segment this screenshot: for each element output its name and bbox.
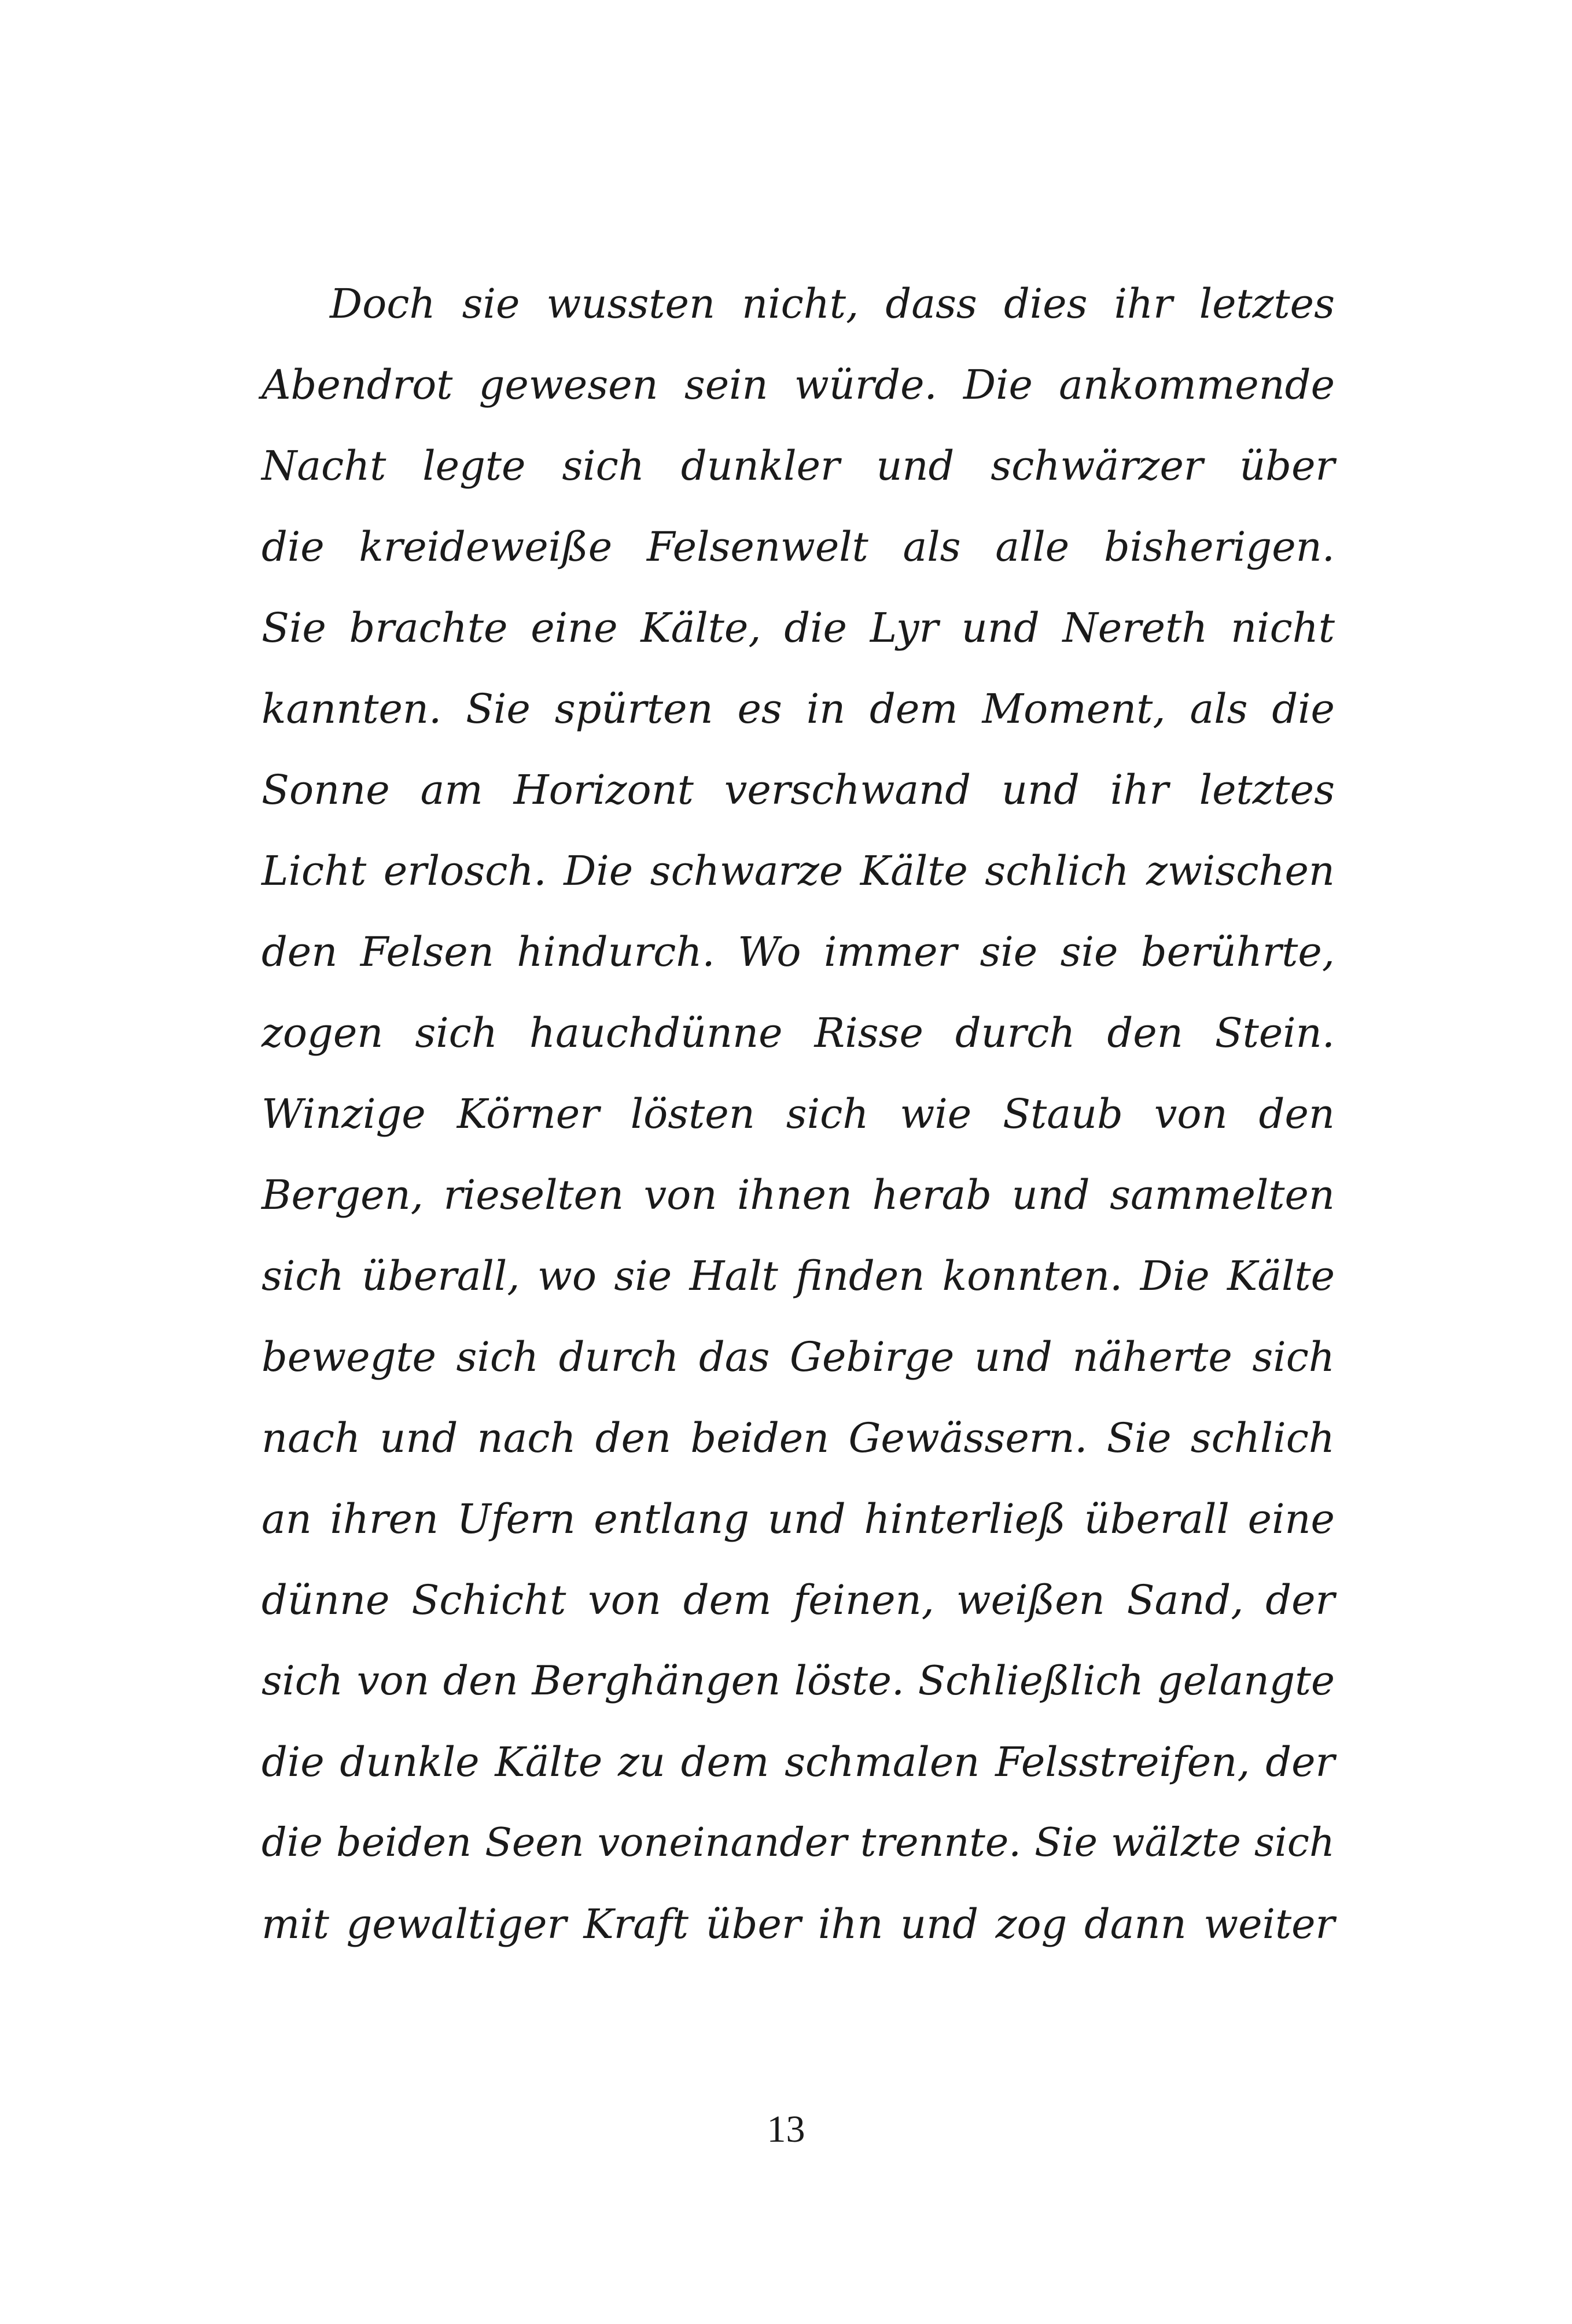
text-line: den Felsen hindurch. Wo immer sie sie berührte, (262, 928, 1335, 976)
text-line: mit gewaltiger Kraft über ihn und zog dann weiter (262, 1900, 1335, 1948)
text-line: zogen sich hauchdünne Risse durch den Stein. (262, 1009, 1335, 1057)
text-line: Doch sie wussten nicht, dass dies ihr letztes (330, 280, 1335, 328)
text-line: kannten. Sie spürten es in dem Moment, als die (262, 685, 1335, 733)
text-line: die dunkle Kälte zu dem schmalen Felsstreifen, der (262, 1738, 1335, 1786)
text-line: die beiden Seen voneinander trennte. Sie wälzte sich (262, 1820, 1335, 1866)
text-line: Winzige Körner lösten sich wie Staub von den (262, 1090, 1335, 1138)
text-line: Nacht legte sich dunkler und schwärzer über (262, 442, 1335, 490)
text-line: Sonne am Horizont verschwand und ihr letztes (262, 766, 1335, 814)
text-line: Abendrot gewesen sein würde. Die ankommende (262, 361, 1335, 409)
page-number: 13 (767, 2108, 805, 2150)
text-line: Sie brachte eine Kälte, die Lyr und Nereth nicht (262, 604, 1335, 652)
text-line: Licht erlosch. Die schwarze Kälte schlich zwischen (262, 847, 1335, 895)
text-line: sich von den Berghängen löste. Schließlich gelangte (262, 1658, 1335, 1704)
text-line: Bergen, rieselten von ihnen herab und sammelten (262, 1171, 1335, 1219)
text-line: an ihren Ufern entlang und hinterließ überall eine (262, 1495, 1335, 1543)
text-line: sich überall, wo sie Halt finden konnten. Die Kälte (262, 1252, 1335, 1300)
text-line: nach und nach den beiden Gewässern. Sie schlich (262, 1414, 1335, 1462)
text-line: dünne Schicht von dem feinen, weißen Sand, der (262, 1576, 1335, 1624)
text-line: die kreideweiße Felsenwelt als alle bisherigen. (262, 523, 1335, 571)
text-line: bewegte sich durch das Gebirge und näherte sich (262, 1333, 1335, 1381)
